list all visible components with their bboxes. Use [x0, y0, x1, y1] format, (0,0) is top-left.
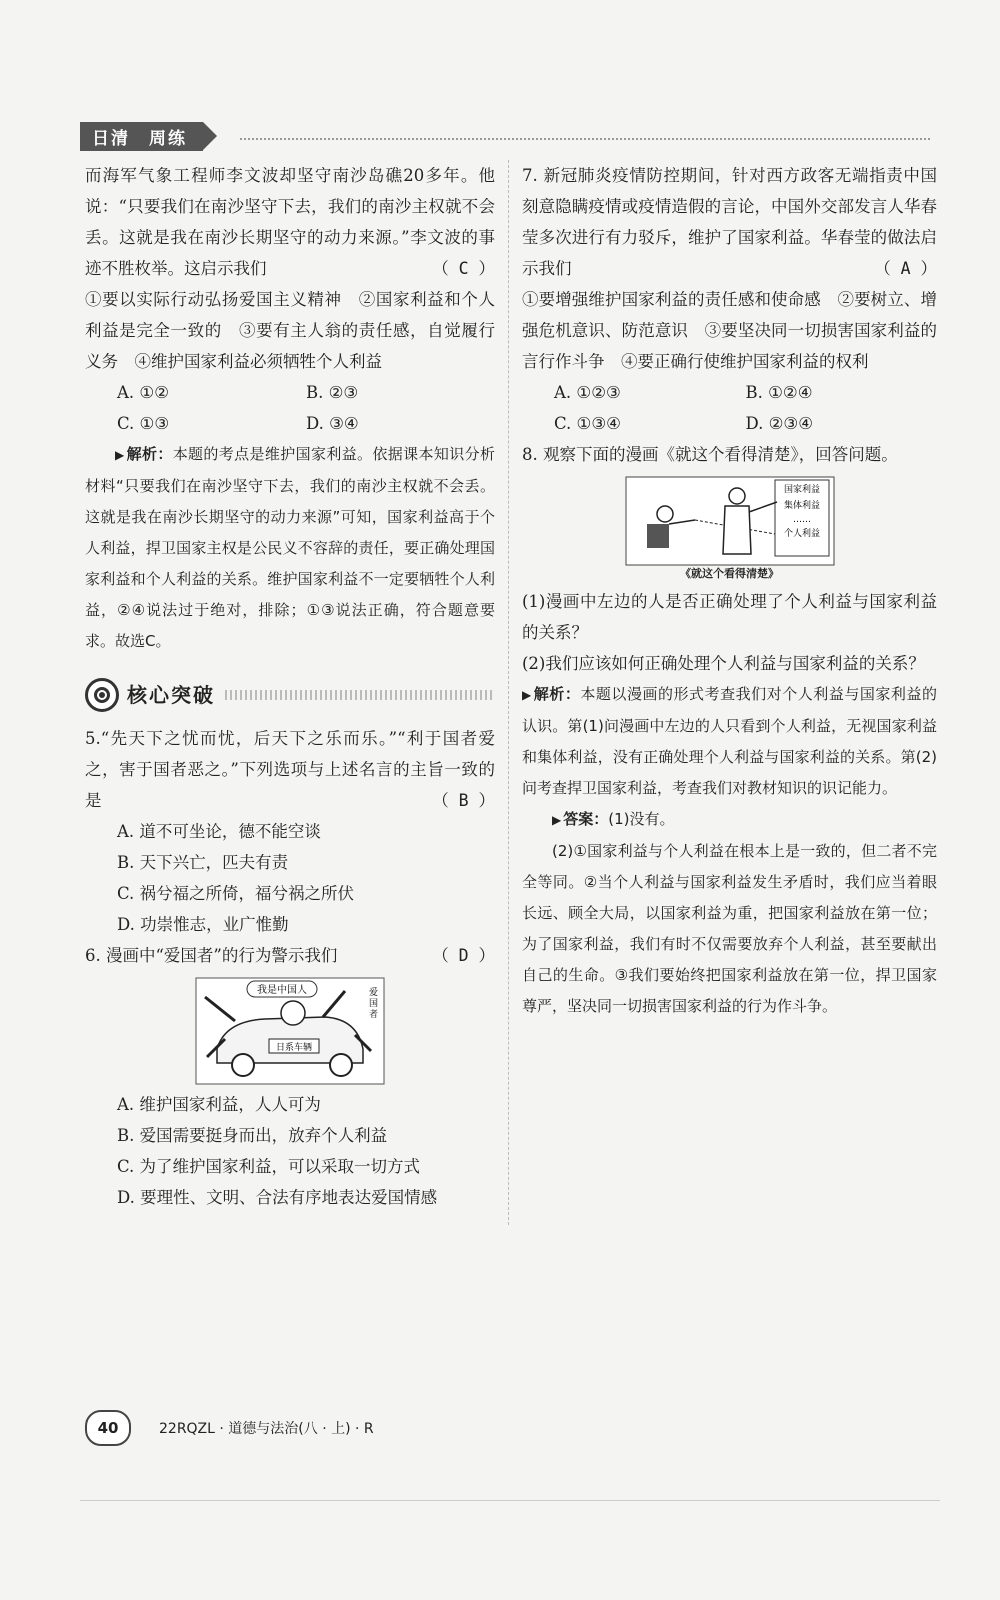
q6-cartoon-image	[195, 977, 385, 1085]
q7-option-b: B. ①②④	[745, 383, 813, 402]
q5-option-a: A. 道不可坐论，德不能空谈	[117, 822, 321, 841]
q8-cartoon	[522, 476, 937, 582]
q4-analysis: ▶ 解析：本题的考点是维护国家利益。依据课本知识分析材料“只要我们在南沙坚守下去，我们的南沙主权就不会丢。这就是我在南沙长期坚守的动力来源”可知，国家利益高于个人利益，捍卫国家主权是公民义不容辞的责任，要正确处理国家利益和个人利益的关系。维护国家利益不一定要牺牲个人利益，②④说法过于绝对，排除；①③说法正确，符合题意要求。故选C。	[85, 445, 495, 650]
right-column	[522, 160, 937, 1022]
q7-options-row-1	[522, 377, 937, 408]
q6-side-label-1: 爱	[369, 988, 379, 998]
q8-chart-line-3: ……	[792, 515, 811, 525]
column-divider	[508, 160, 509, 1225]
q4-statements: ①要以实际行动弘扬爱国主义精神 ②国家利益和个人利益是完全一致的 ③要有主人翁的责任感，自觉履行义务 ④维护国家利益必须牺牲个人利益	[85, 290, 495, 371]
q5-answer: （ B ）	[432, 791, 495, 810]
analysis-marker-icon: ▶	[522, 688, 532, 702]
q5-stem: 5.“先天下之忧而忧，后天下之乐而乐。”“利于国者爱之，害于国者恶之。”下列选项与上述名言的主旨一致的是 （ B ）	[85, 723, 495, 816]
header-tab-label: 日清 周练	[80, 122, 203, 151]
q4-option-b: B. ②③	[306, 383, 359, 402]
answer-marker-icon: ▶	[552, 813, 562, 827]
q8-answer-label: 答案：	[563, 810, 609, 828]
q8-analysis-label: 解析：	[533, 685, 581, 703]
q8-chart-line-1: 国家利益	[783, 485, 820, 495]
q4-options-row-1	[85, 377, 495, 408]
page-number: 40	[85, 1410, 131, 1446]
q8-cartoon-caption: 《就这个看得清楚》	[680, 567, 779, 580]
q8-answer-line: ▶ 答案：(1)没有。	[552, 810, 675, 828]
q7-answer: （ A ）	[874, 259, 937, 278]
analysis-marker-icon: ▶	[115, 448, 125, 462]
q6-option-c: C. 为了维护国家利益，可以采取一切方式	[117, 1157, 421, 1176]
q5-option-c: C. 祸兮福之所倚，福兮祸之所伏	[117, 884, 355, 903]
q6-side-label-2: 国	[369, 999, 379, 1009]
q4-option-d: D. ③④	[306, 414, 359, 433]
q8-answer-2: (2)①国家利益与个人利益在根本上是一致的，但二者不完全等同。②当个人利益与国家利益发生矛盾时，我们应当着眼长远、顾全大局，以国家利益为重，把国家利益放在第一位；为了国家利益，我们有时不仅需要放弃个人利益，甚至要献出自己的生命。③我们要始终把国家利益放在第一位，捍卫国家尊严，坚决同一切损害国家利益的行为作斗争。	[522, 842, 937, 1015]
book-info: 22RQZL · 道德与法治(八 · 上) · R	[159, 1421, 374, 1437]
q4-answer: （ C ）	[432, 259, 495, 278]
q8-sub2: (2)我们应该如何正确处理个人利益与国家利益的关系？	[522, 654, 925, 673]
section-title: 核心突破	[127, 682, 215, 707]
q8-sub1: (1)漫画中左边的人是否正确处理了个人利益与国家利益的关系？	[522, 592, 937, 642]
q7-options-row-2	[522, 408, 937, 439]
q7-option-c: C. ①③④	[554, 414, 621, 433]
header-rule	[240, 138, 930, 140]
target-icon	[85, 678, 119, 712]
q7-statements: ①要增强维护国家利益的责任感和使命感 ②要树立、增强危机意识、防范意识 ③要坚决同一切损害国家利益的言行作斗争 ④要正确行使维护国家利益的权利	[522, 290, 937, 371]
q6-option-d: D. 要理性、文明、合法有序地表达爱国情感	[117, 1188, 438, 1207]
q6-stem: 6. 漫画中“爱国者”的行为警示我们 （ D ）	[85, 940, 495, 971]
q6-option-b: B. 爱国需要挺身而出，放弃个人利益	[117, 1126, 388, 1145]
header-tab	[80, 122, 203, 150]
q6-option-a: A. 维护国家利益，人人可为	[117, 1095, 321, 1114]
q6-answer: （ D ）	[432, 946, 495, 965]
q6-side-label-3: 者	[369, 1010, 379, 1020]
q4-option-c: C. ①③	[117, 414, 170, 433]
q8-stem: 8. 观察下面的漫画《就这个看得清楚》，回答问题。	[522, 445, 898, 464]
section-bar	[225, 690, 495, 700]
q8-cartoon-image	[625, 476, 835, 566]
q6-car-label: 日系车辆	[275, 1043, 313, 1053]
q7-option-a: A. ①②③	[554, 383, 621, 402]
left-column	[85, 160, 495, 1213]
footer	[85, 1410, 374, 1446]
bottom-rule	[80, 1500, 940, 1501]
q4-analysis-label: 解析：	[126, 445, 173, 463]
q4-options-row-2	[85, 408, 495, 439]
q6-speech-text: 我是中国人	[257, 985, 307, 996]
q4-option-a: A. ①②	[117, 383, 169, 402]
q7-option-d: D. ②③④	[745, 414, 814, 433]
q5-option-d: D. 功崇惟志，业广惟勤	[117, 915, 289, 934]
q8-analysis: ▶ 解析：本题以漫画的形式考查我们对个人利益与国家利益的认识。第(1)问漫画中左边的人只看到个人利益，无视国家利益和集体利益，没有正确处理个人利益与国家利益的关系。第(2)问考查捍卫国家利益，考查我们对教材知识的识记能力。	[522, 685, 937, 797]
section-header	[85, 675, 495, 715]
q8-chart-line-2: 集体利益	[783, 501, 820, 511]
q6-cartoon	[85, 977, 495, 1085]
q7-stem: 7. 新冠肺炎疫情防控期间，针对西方政客无端指责中国刻意隐瞒疫情或疫情造假的言论，中国外交部发言人华春莹多次进行有力驳斥，维护了国家利益。华春莹的做法启示我们 （ A ）	[522, 160, 937, 284]
q5-option-b: B. 天下兴亡，匹夫有责	[117, 853, 289, 872]
q8-chart-line-4: 个人利益	[783, 529, 820, 539]
q4-paragraph: 而海军气象工程师李文波却坚守南沙岛礁20多年。他说：“只要我们在南沙坚守下去，我们的南沙主权就不会丢。这就是我在南沙长期坚守的动力来源。”李文波的事迹不胜枚举。这启示我们 （ C ）	[85, 160, 495, 284]
